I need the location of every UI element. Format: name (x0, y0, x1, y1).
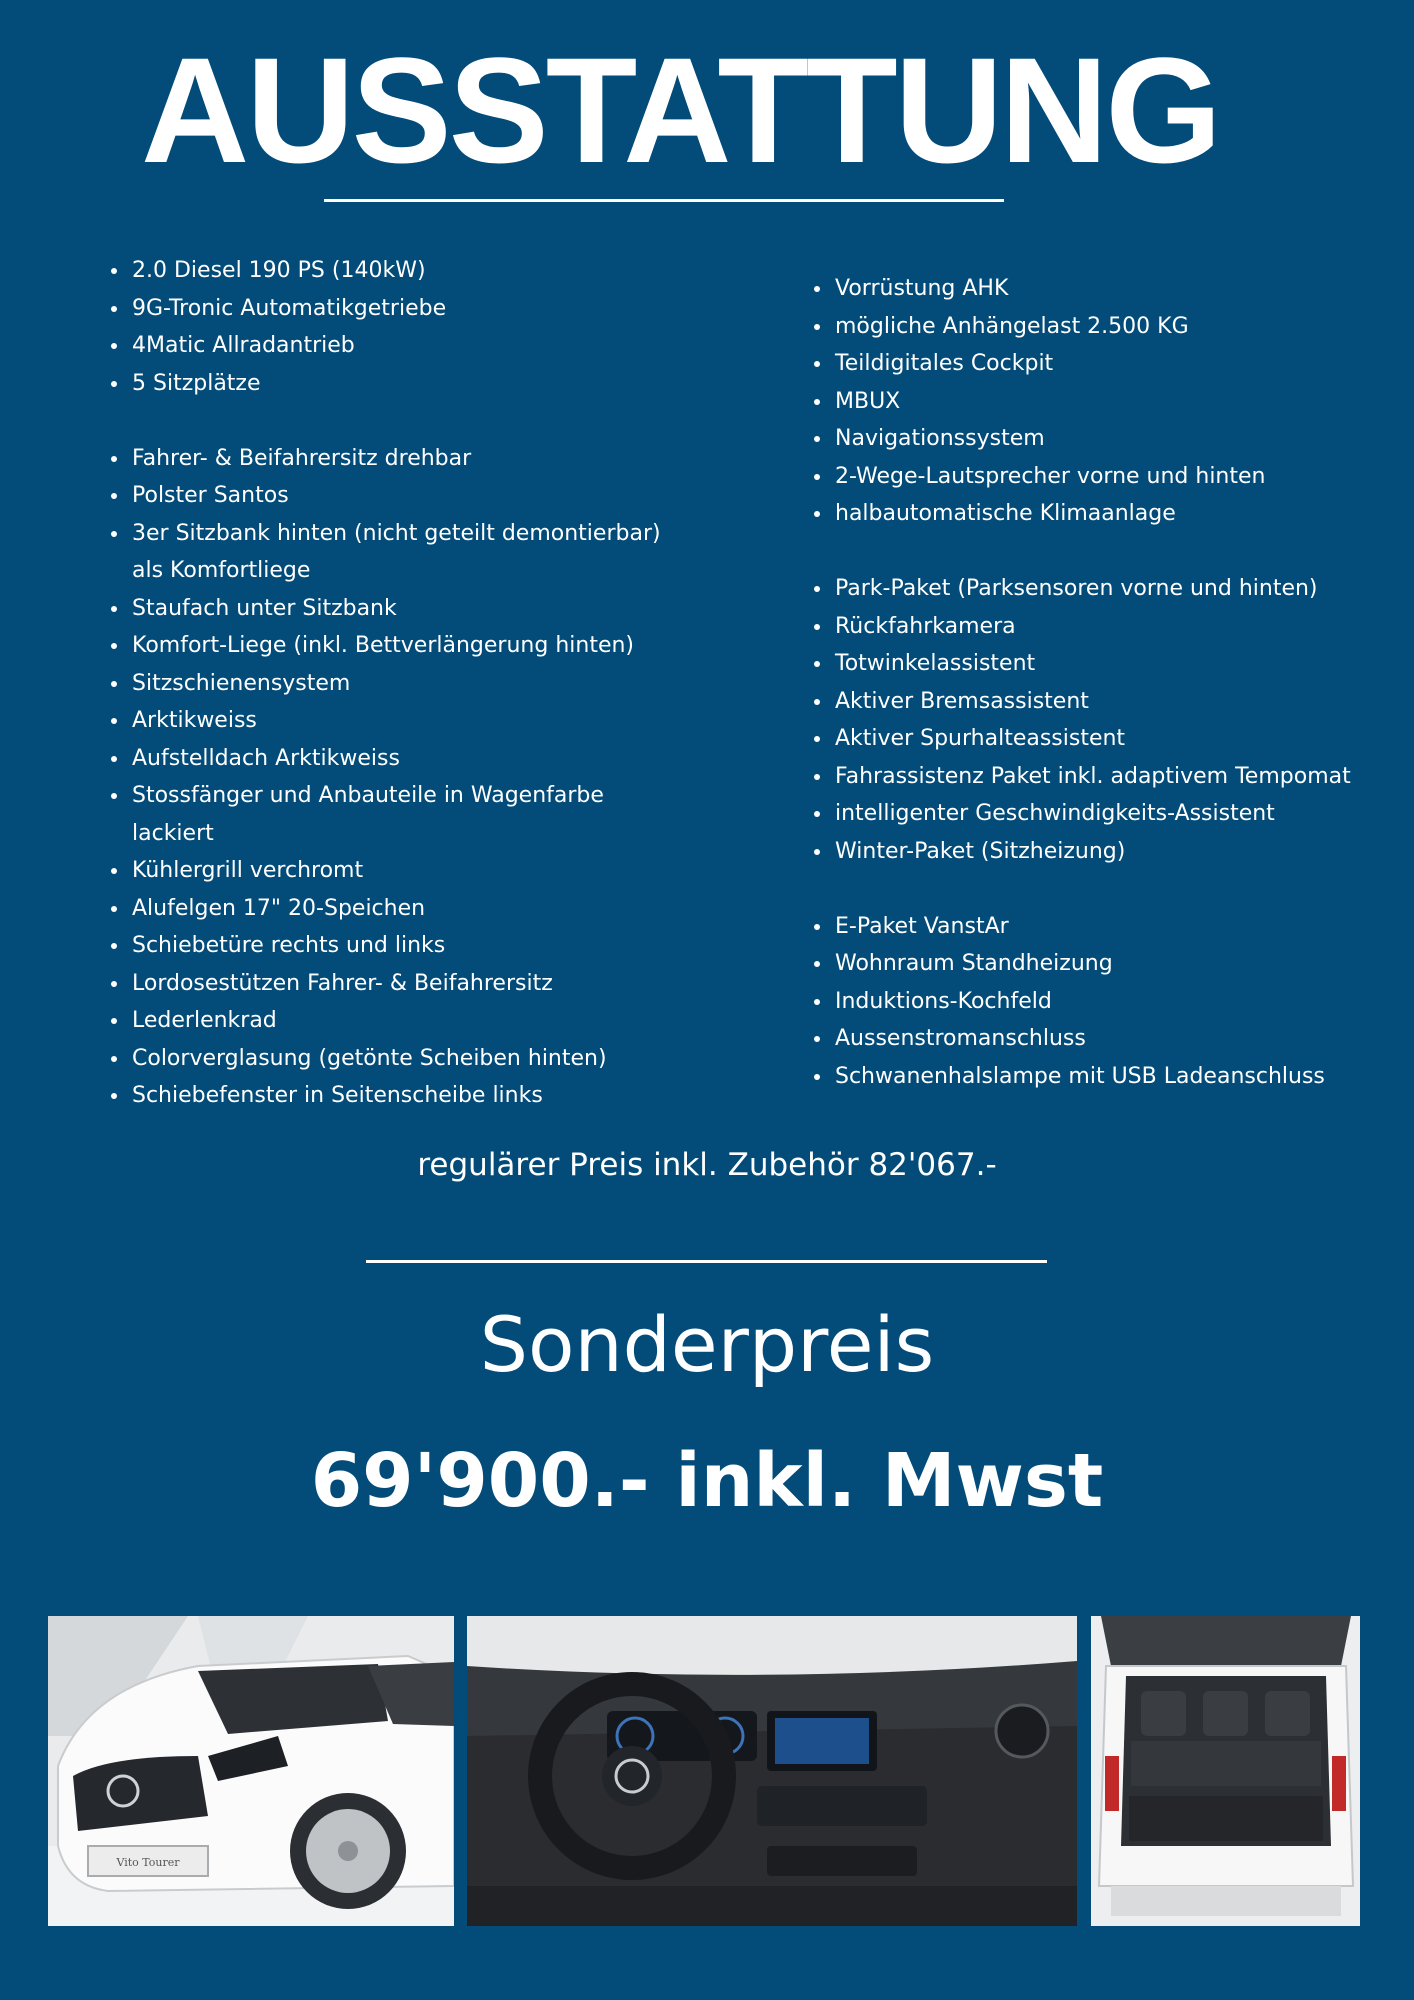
license-plate: Vito Tourer (116, 1856, 180, 1869)
list-item: Aktiver Spurhalteassistent (809, 720, 1409, 758)
list-item: Aktiver Bremsassistent (809, 683, 1409, 721)
list-item: 4Matic Allradantrieb (106, 327, 726, 365)
price-divider (366, 1260, 1047, 1263)
list-item: 2.0 Diesel 190 PS (140kW) (106, 252, 726, 290)
list-item: Polster Santos (106, 477, 726, 515)
list-item: E-Paket VanstAr (809, 908, 1409, 946)
list-item: Sitzschienensystem (106, 665, 726, 703)
list-spacer (809, 870, 1409, 908)
list-item: Stossfänger und Anbauteile in Wagenfarbe (106, 777, 726, 815)
title-divider (324, 199, 1004, 202)
list-item: 9G-Tronic Automatikgetriebe (106, 290, 726, 328)
list-item: Fahrassistenz Paket inkl. adaptivem Tempomat (809, 758, 1409, 796)
list-item: Staufach unter Sitzbank (106, 590, 726, 628)
list-item: intelligenter Geschwindigkeits-Assistent (809, 795, 1409, 833)
list-item: Kühlergrill verchromt (106, 852, 726, 890)
list-item: 3er Sitzbank hinten (nicht geteilt demontierbar) (106, 515, 726, 553)
regular-price: regulärer Preis inkl. Zubehör 82'067.- (417, 1147, 997, 1183)
list-item: Colorverglasung (getönte Scheiben hinten) (106, 1040, 726, 1078)
list-item: als Komfortliege (132, 558, 311, 583)
list-item: Park-Paket (Parksensoren vorne und hinten) (809, 570, 1409, 608)
page-title: AUSSTATTUNG (140, 26, 1219, 194)
list-spacer (809, 533, 1409, 571)
list-item: Komfort-Liege (inkl. Bettverlängerung hinten) (106, 627, 726, 665)
list-item: Navigationssystem (809, 420, 1409, 458)
list-item: Rückfahrkamera (809, 608, 1409, 646)
list-item: MBUX (809, 383, 1409, 421)
list-item: 2-Wege-Lautsprecher vorne und hinten (809, 458, 1409, 496)
list-item: Winter-Paket (Sitzheizung) (809, 833, 1409, 871)
list-item: halbautomatische Klimaanlage (809, 495, 1409, 533)
cockpit-photo (467, 1616, 1077, 1926)
list-item: Vorrüstung AHK (809, 270, 1409, 308)
van-front-photo (48, 1616, 454, 1926)
list-item: mögliche Anhängelast 2.500 KG (809, 308, 1409, 346)
list-item: Arktikweiss (106, 702, 726, 740)
equipment-list-left (106, 252, 726, 1115)
equipment-list-right (809, 270, 1409, 1095)
van-rear-photo (1091, 1616, 1360, 1926)
list-item: Schiebefenster in Seitenscheibe links (106, 1077, 726, 1115)
list-item: Aufstelldach Arktikweiss (106, 740, 726, 778)
list-item: Teildigitales Cockpit (809, 345, 1409, 383)
list-spacer (106, 402, 726, 440)
list-item: Lederlenkrad (106, 1002, 726, 1040)
list-item: Schiebetüre rechts und links (106, 927, 726, 965)
list-item: Aussenstromanschluss (809, 1020, 1409, 1058)
list-item: Alufelgen 17" 20-Speichen (106, 890, 726, 928)
list-item: Schwanenhalslampe mit USB Ladeanschluss (809, 1058, 1409, 1096)
special-price: 69'900.- inkl. Mwst (310, 1438, 1104, 1524)
list-item: Fahrer- & Beifahrersitz drehbar (106, 440, 726, 478)
list-item: lackiert (132, 820, 214, 846)
list-item: Lordosestützen Fahrer- & Beifahrersitz (106, 965, 726, 1003)
special-price-label: Sonderpreis (479, 1300, 935, 1389)
list-item: Wohnraum Standheizung (809, 945, 1409, 983)
list-item: 5 Sitzplätze (106, 365, 726, 403)
list-item: Totwinkelassistent (809, 645, 1409, 683)
list-item: Induktions-Kochfeld (809, 983, 1409, 1021)
